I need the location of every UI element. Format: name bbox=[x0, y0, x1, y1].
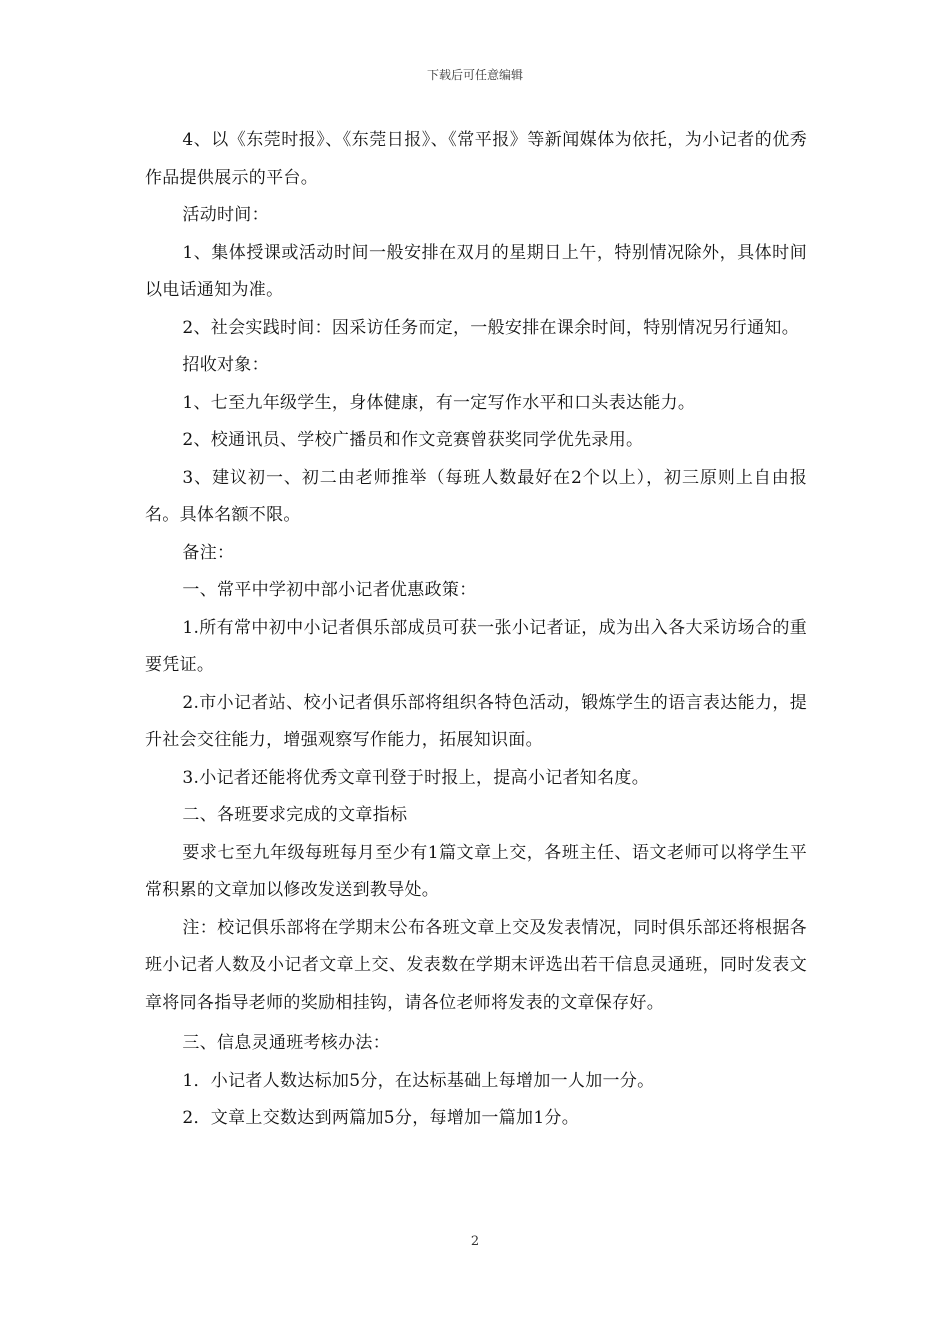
page-number: 2 bbox=[470, 1234, 480, 1249]
paragraph: 2、社会实践时间：因采访任务而定，一般安排在课余时间，特别情况另行通知。 bbox=[182, 317, 800, 338]
section-heading: 一、常平中学初中部小记者优惠政策： bbox=[182, 580, 477, 600]
section-heading: 招收对象： bbox=[182, 355, 269, 375]
paragraph: 2、校通讯员、学校广播员和作文竞赛曾获奖同学优先录用。 bbox=[182, 430, 644, 450]
paragraph: 4、以《东莞时报》、《东莞日报》、《常平报》等新闻媒体为依托，为小记者的优秀作品提供展示的平台。 bbox=[145, 130, 807, 188]
paragraph: 3、建议初一、初二由老师推举（每班人数最好在2个以上），初三原则上自由报名。具体名额不限。 bbox=[145, 467, 807, 525]
paragraph: 要求七至九年级每班每月至少有1篇文章上交，各班主任、语文老师可以将学生平常积累的文章加以修改发送到教导处。 bbox=[145, 842, 807, 900]
paragraph: 1、集体授课或活动时间一般安排在双月的星期日上午，特别情况除外，具体时间以电话通知为准。 bbox=[145, 242, 807, 300]
section-heading: 备注： bbox=[182, 542, 235, 563]
section-heading: 三、信息灵通班考核办法： bbox=[182, 1033, 390, 1053]
paragraph: 1、七至九年级学生，身体健康，有一定写作水平和口头表达能力。 bbox=[182, 392, 696, 413]
paragraph: 2.市小记者站、校小记者俱乐部将组织各特色活动，锻炼学生的语言表达能力，提升社会交往能力，增强观察写作能力，拓展知识面。 bbox=[145, 692, 807, 750]
section-heading: 二、各班要求完成的文章指标 bbox=[182, 805, 408, 825]
paragraph: 2．文章上交数达到两篇加5分，每增加一篇加1分。 bbox=[182, 1108, 580, 1128]
paragraph: 3.小记者还能将优秀文章刊登于时报上，提高小记者知名度。 bbox=[182, 767, 650, 788]
paragraph: 注：校记俱乐部将在学期末公布各班文章上交及发表情况，同时俱乐部还将根据各班小记者人数及小记者文章上交、发表数在学期末评选出若干信息灵通班，同时发表文章将同各指导老师的奖励相挂钩，请各位老师将发表的文章保存好。 bbox=[145, 917, 807, 1013]
document-body bbox=[145, 122, 807, 1138]
page-header: 下载后可任意编辑 bbox=[426, 68, 523, 82]
paragraph: 1.所有常中初中小记者俱乐部成员可获一张小记者证，成为出入各大采访场合的重要凭证。 bbox=[145, 617, 807, 675]
paragraph: 1．小记者人数达标加5分，在达标基础上每增加一人加一分。 bbox=[182, 1070, 655, 1091]
section-heading: 活动时间： bbox=[182, 205, 269, 225]
